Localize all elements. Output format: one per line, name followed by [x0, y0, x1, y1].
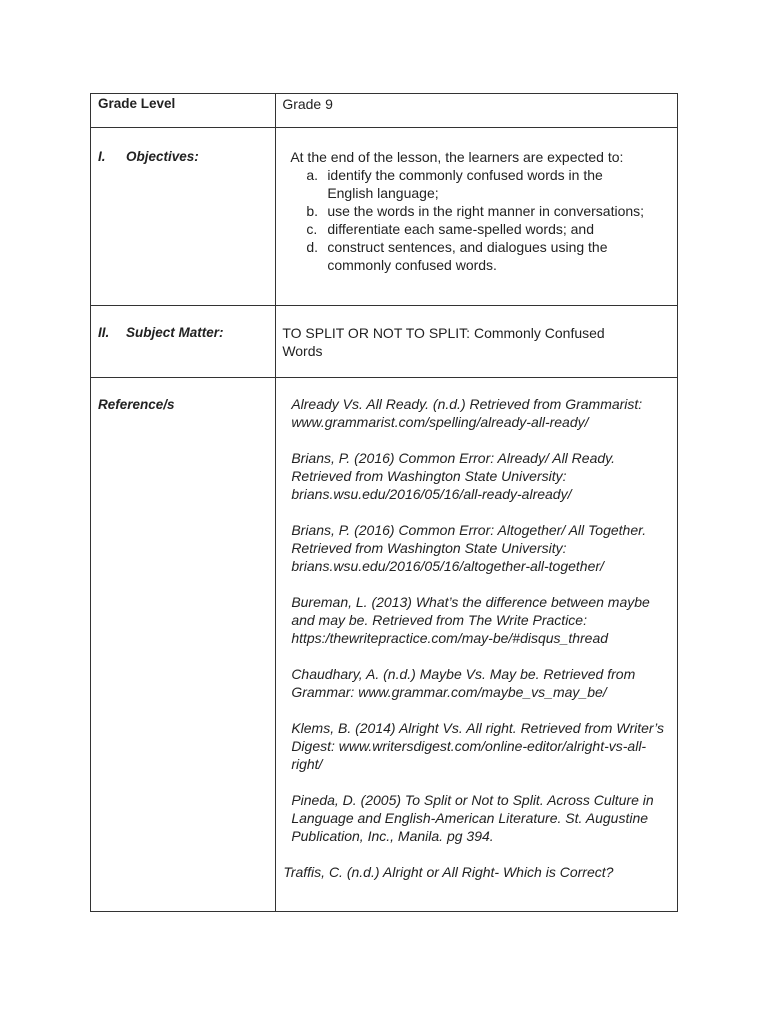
grade-level-value: Grade 9	[282, 96, 333, 112]
objective-text: identify the commonly confused words in the English language;	[327, 167, 603, 201]
references-label: Reference/s	[98, 397, 175, 412]
subject-matter-heading	[91, 306, 275, 342]
subject-matter-value: TO SPLIT OR NOT TO SPLIT: Commonly Confused Words	[282, 325, 605, 359]
objectives-label: Objectives:	[126, 149, 199, 164]
objective-letter: d.	[306, 239, 318, 255]
objectives-heading	[91, 128, 275, 166]
references-content-cell	[276, 378, 678, 912]
subject-matter-label: Subject Matter:	[126, 325, 224, 340]
objectives-list	[290, 166, 677, 274]
reference-item: Chaudhary, A. (n.d.) Maybe Vs. May be. Retrieved from Grammar: www.grammar.com/maybe_vs_may_be/	[291, 666, 636, 700]
objectives-intro: At the end of the lesson, the learners are expected to:	[290, 149, 624, 165]
references-list	[276, 378, 677, 881]
subject-matter-number: II.	[98, 325, 110, 340]
references-row	[91, 378, 678, 912]
objective-item	[306, 202, 645, 220]
grade-level-row	[91, 94, 678, 128]
references-label-cell	[91, 378, 276, 912]
reference-item: Pineda, D. (2005) To Split or Not to Split. Across Culture in Language and English-American Literature. St. Augustine Publication, Inc., Manila. pg 394.	[291, 792, 654, 844]
lesson-plan-table	[90, 93, 678, 912]
objectives-number: I.	[98, 149, 106, 164]
objective-text: construct sentences, and dialogues using the commonly confused words.	[327, 239, 608, 273]
reference-item: Klems, B. (2014) Alright Vs. All right. Retrieved from Writer’s Digest: www.writersdigest.com/online-editor/alright-vs-all-right/	[291, 720, 664, 772]
reference-item: Brians, P. (2016) Common Error: Already/ All Ready. Retrieved from Washington State University: brians.wsu.edu/2016/05/16/all-ready-already/	[291, 450, 615, 502]
objective-item	[306, 166, 645, 202]
objectives-label-cell	[91, 128, 276, 306]
subject-matter-row	[91, 306, 678, 378]
objective-text: use the words in the right manner in conversations;	[327, 203, 645, 219]
objective-letter: c.	[306, 221, 318, 237]
objective-letter: b.	[306, 203, 318, 219]
grade-level-label: Grade Level	[98, 96, 176, 111]
objectives-content-cell	[276, 128, 678, 306]
reference-item: Brians, P. (2016) Common Error: Altogether/ All Together. Retrieved from Washington State University: brians.wsu.edu/2016/05/16/altogether-all-together/	[291, 522, 647, 574]
grade-level-value-cell	[276, 94, 678, 128]
subject-matter-label-cell	[91, 306, 276, 378]
subject-matter-value-cell	[276, 306, 678, 378]
objective-item	[306, 238, 645, 274]
objective-letter: a.	[306, 167, 318, 183]
objectives-row	[91, 128, 678, 306]
grade-level-label-cell	[91, 94, 276, 128]
reference-item: Traffis, C. (n.d.) Alright or All Right- Which is Correct?	[283, 864, 614, 880]
reference-item: Bureman, L. (2013) What’s the difference between maybe and may be. Retrieved from The Write Practice: https:/thewritepractice.com/may-be/#disqus_thread	[291, 594, 650, 646]
reference-item: Already Vs. All Ready. (n.d.) Retrieved from Grammarist: www.grammarist.com/spelling/already-all-ready/	[291, 396, 643, 430]
objective-text: differentiate each same-spelled words; and	[327, 221, 594, 237]
objective-item	[306, 220, 645, 238]
